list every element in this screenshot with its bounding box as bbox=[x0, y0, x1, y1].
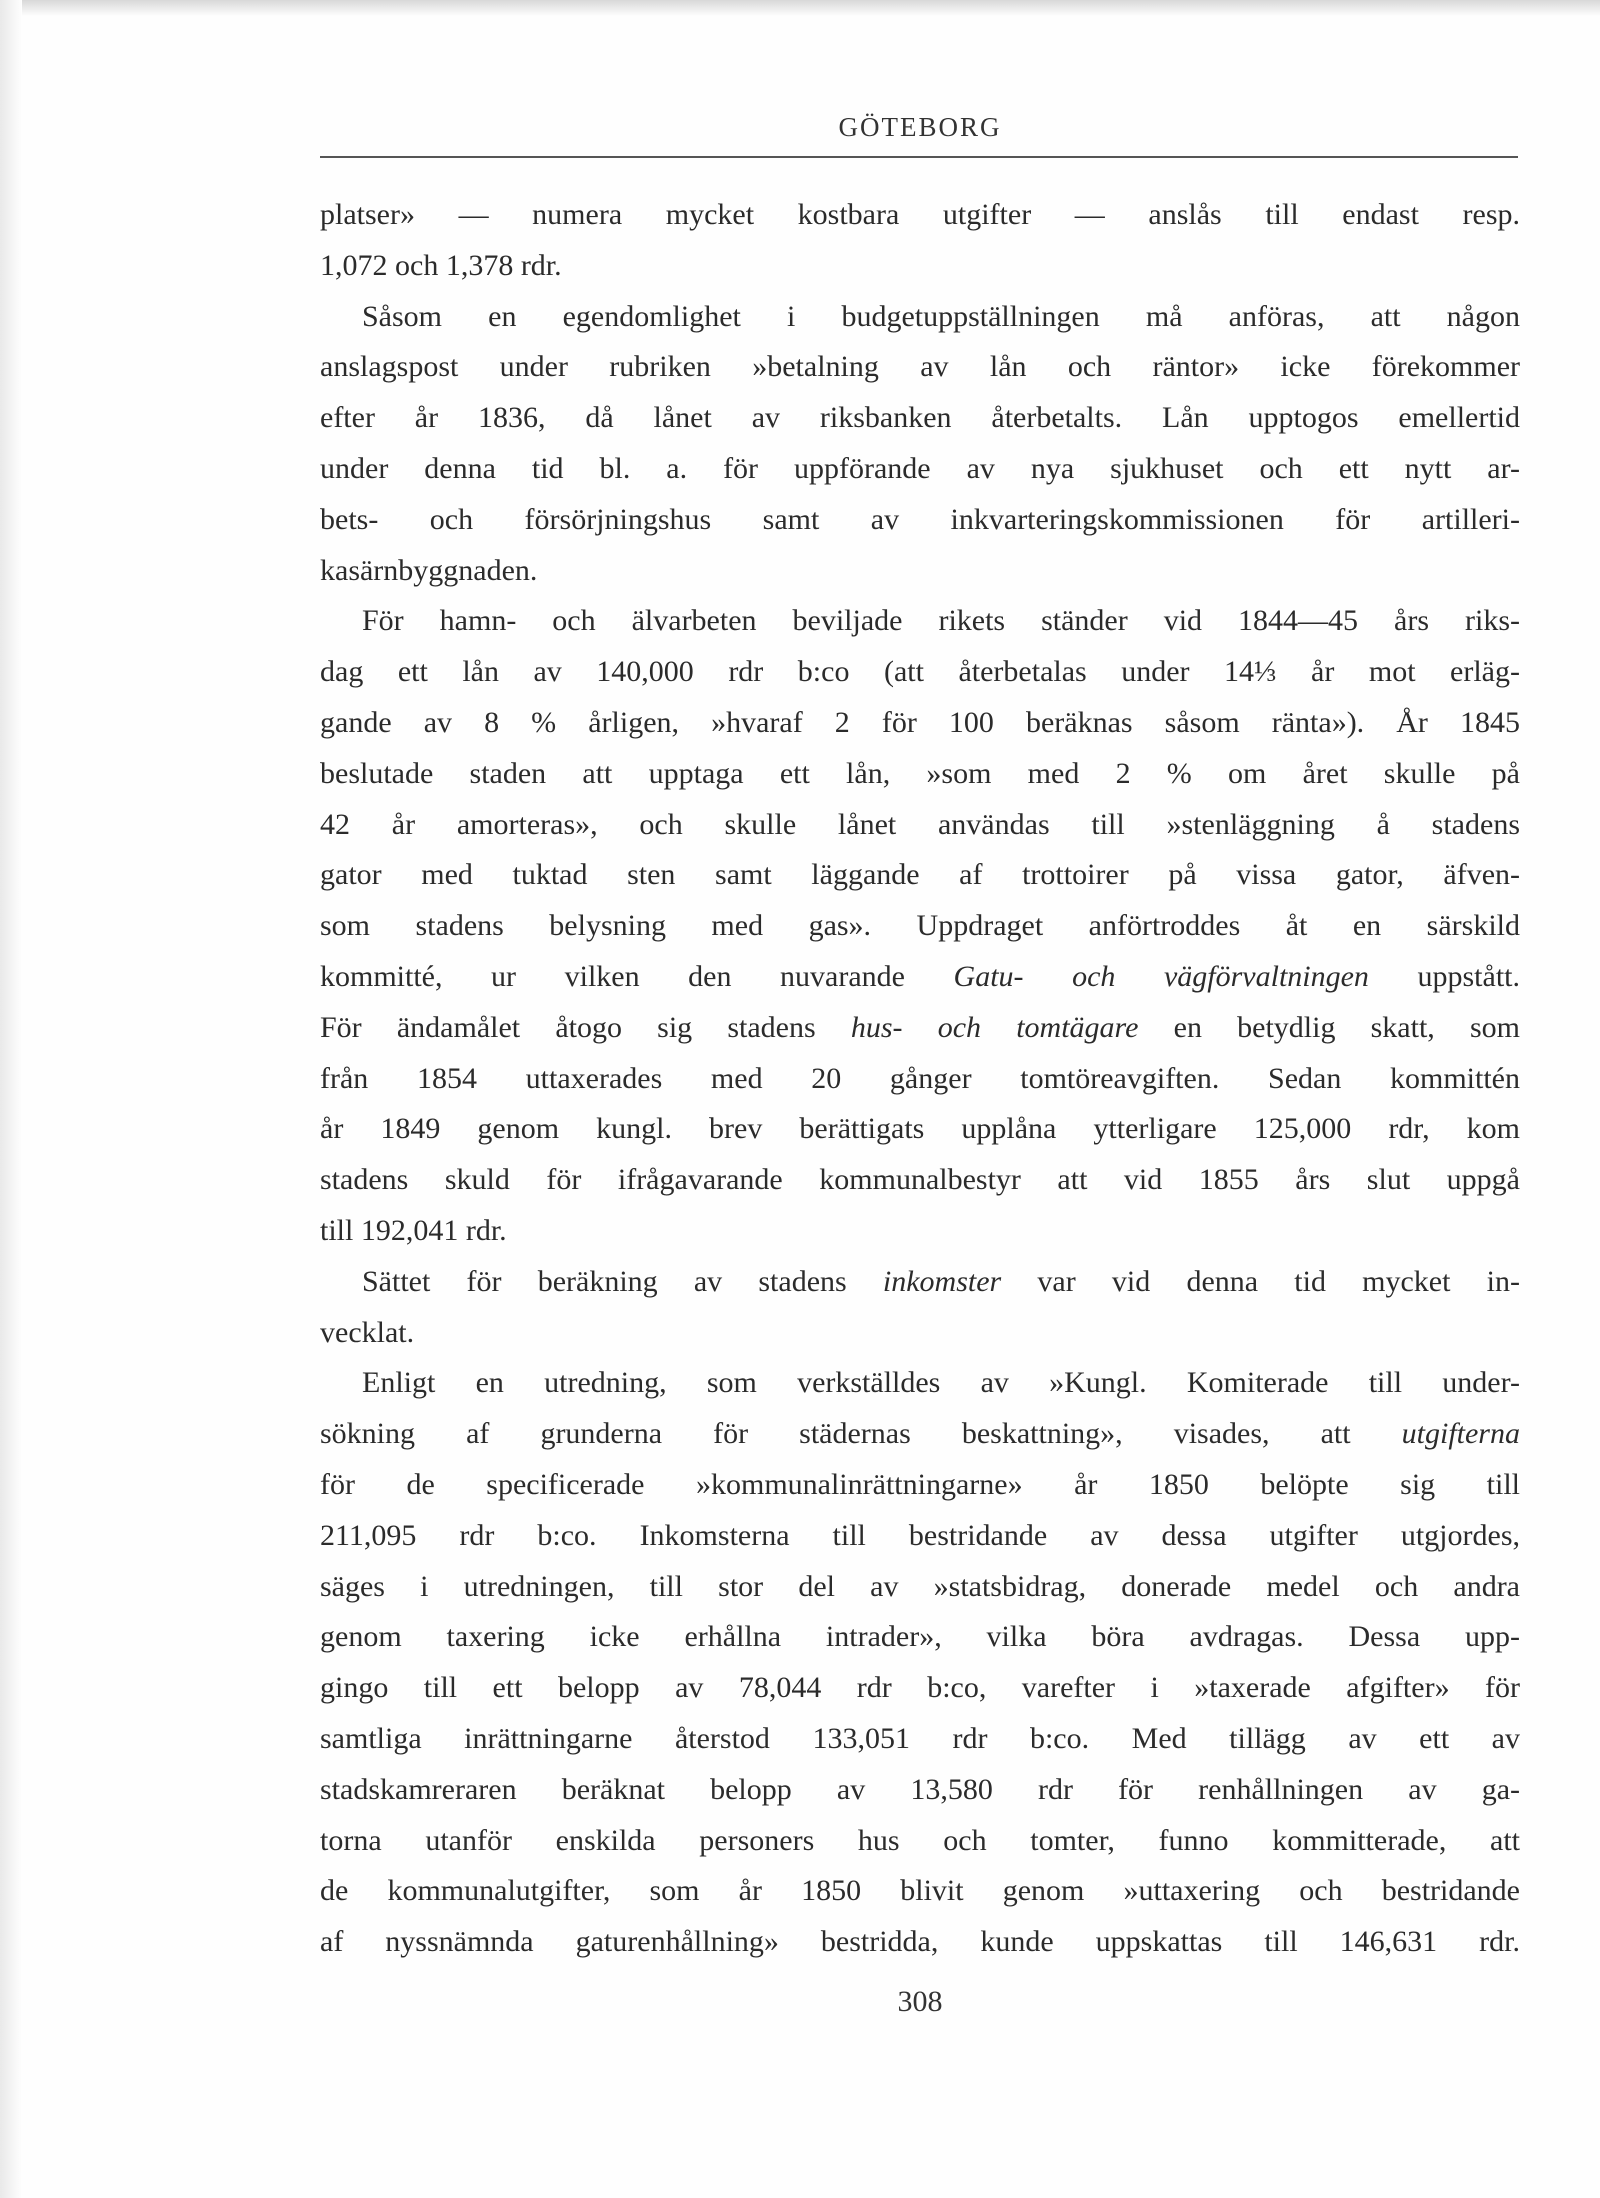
text-line: under denna tid bl. a. för uppförande av nya sjukhuset och ett nytt ar- bbox=[320, 451, 1520, 485]
text-segment: kommitté, ur vilken den nuvarande bbox=[320, 959, 954, 993]
text-line: För hamn- och älvarbeten beviljade rikets ständer vid 1844—45 års riks- bbox=[362, 604, 1520, 638]
text-line: beslutade staden att upptaga ett lån, »som med 2 % om året skulle på bbox=[320, 756, 1520, 790]
text-line: 1,072 och 1,378 rdr. bbox=[320, 248, 562, 282]
text-line: platser» — numera mycket kostbara utgifter — anslås till endast resp. bbox=[320, 198, 1520, 231]
text-line: säges i utredningen, till stor del av »statsbidrag, donerade medel och andra bbox=[320, 1569, 1520, 1603]
italic-term: utgifterna bbox=[1401, 1417, 1520, 1451]
italic-term: inkomster bbox=[882, 1264, 1002, 1298]
text-line: för de specificerade »kommunalinrättningarne» år 1850 belöpte sig till bbox=[320, 1467, 1520, 1501]
text-line: genom taxering icke erhållna intrader», vilka böra avdragas. Dessa upp- bbox=[320, 1620, 1520, 1654]
text-line: till 192,041 rdr. bbox=[320, 1213, 507, 1247]
text-line: kasärnbyggnaden. bbox=[320, 553, 538, 587]
text-line bbox=[320, 1409, 1520, 1460]
italic-term: Gatu- och vägförvaltningen bbox=[953, 959, 1369, 993]
text-segment: Sättet för beräkning av stadens bbox=[362, 1264, 883, 1298]
text-line: år 1849 genom kungl. brev berättigats upplåna ytterligare 125,000 rdr, kom bbox=[320, 1112, 1520, 1146]
text-segment: en betydlig skatt, som bbox=[1138, 1010, 1520, 1044]
text-line: stadskamreraren beräknat belopp av 13,580 rdr för renhållningen av ga- bbox=[320, 1772, 1520, 1806]
text-segment: uppstått. bbox=[1368, 959, 1520, 993]
text-segment: sökning af grunderna för städernas beskattning», visades, att bbox=[320, 1417, 1402, 1451]
text-line: Såsom en egendomlighet i budgetuppställningen må anföras, att någon bbox=[362, 299, 1520, 333]
scan-top-edge bbox=[0, 0, 1600, 16]
text-line: vecklat. bbox=[320, 1315, 415, 1349]
scan-left-edge bbox=[0, 0, 22, 2198]
header-rule bbox=[320, 156, 1518, 158]
text-line: dag ett lån av 140,000 rdr b:co (att återbetalas under 14⅓ år mot erläg- bbox=[320, 655, 1520, 689]
text-line: torna utanför enskilda personers hus och tomter, funno kommitterade, att bbox=[320, 1823, 1520, 1857]
text-line: gingo till ett belopp av 78,044 rdr b:co, varefter i »taxerade afgifter» för bbox=[320, 1671, 1520, 1705]
text-segment: var vid denna tid mycket in- bbox=[1001, 1264, 1520, 1298]
text-line bbox=[320, 952, 1520, 1003]
text-line: gande av 8 % årligen, »hvaraf 2 för 100 beräknas såsom ränta»). År 1845 bbox=[320, 705, 1520, 739]
text-line: anslagspost under rubriken »betalning av lån och räntor» icke förekommer bbox=[320, 350, 1520, 384]
page-number: 308 bbox=[897, 1985, 943, 2018]
text-line: samtliga inrättningarne återstod 133,051 rdr b:co. Med tillägg av ett av bbox=[320, 1721, 1520, 1755]
text-line: af nyssnämnda gaturenhållning» bestridda, kunde uppskattas till 146,631 rdr. bbox=[320, 1925, 1520, 1959]
body-text bbox=[320, 190, 1520, 1968]
text-line: efter år 1836, då lånet av riksbanken återbetalts. Lån upptogos emellertid bbox=[320, 401, 1520, 435]
text-line bbox=[320, 1257, 1520, 1308]
text-segment: För ändamålet åtogo sig stadens bbox=[320, 1010, 851, 1044]
text-line: från 1854 uttaxerades med 20 gånger tomtöreavgiften. Sedan kommittén bbox=[320, 1061, 1520, 1095]
running-head: GÖTEBORG bbox=[838, 112, 1002, 142]
text-line: stadens skuld för ifrågavarande kommunalbestyr att vid 1855 års slut uppgå bbox=[320, 1163, 1520, 1197]
text-line: som stadens belysning med gas». Uppdraget anförtroddes åt en särskild bbox=[320, 909, 1520, 943]
text-line bbox=[320, 1003, 1520, 1054]
text-line: de kommunalutgifter, som år 1850 blivit genom »uttaxering och bestridande bbox=[320, 1874, 1520, 1908]
text-line: 211,095 rdr b:co. Inkomsterna till bestridande av dessa utgifter utgjordes, bbox=[320, 1518, 1520, 1552]
text-line: 42 år amorteras», och skulle lånet användas till »stenläggning å stadens bbox=[320, 807, 1520, 841]
text-line: gator med tuktad sten samt läggande af trottoirer på vissa gator, äfven- bbox=[320, 858, 1520, 892]
text-line: bets- och försörjningshus samt av inkvarteringskommissionen för artilleri- bbox=[320, 502, 1520, 536]
italic-term: hus- och tomtägare bbox=[850, 1010, 1139, 1044]
text-line: Enligt en utredning, som verkställdes av »Kungl. Komiterade till under- bbox=[362, 1366, 1520, 1400]
